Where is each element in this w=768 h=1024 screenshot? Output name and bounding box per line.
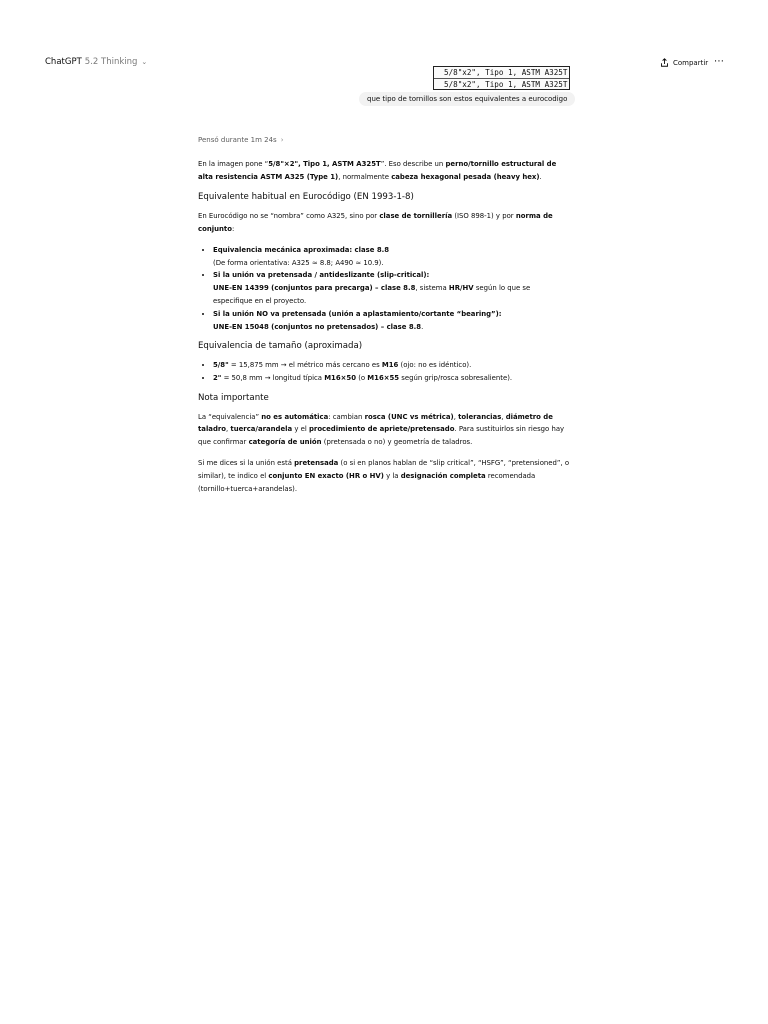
- image-text-line: 5/8"x2", Tipo 1, ASTM A325T: [434, 67, 569, 79]
- top-bar: [0, 0, 768, 30]
- image-text-line: 5/8"x2", Tipo 1, ASTM A325T: [444, 80, 568, 89]
- section-heading-size: Equivalencia de tamaño (aproximada): [198, 341, 363, 352]
- list-item: • Si la unión NO va pretensada (unión a aplastamiento/cortante “bearing”): UNE-EN 15048 (conjuntos no pretensados) – clase 8.8.: [213, 308, 570, 334]
- chevron-right-icon: ›: [280, 136, 284, 144]
- note-paragraph: La “equivalencia” no es automática: cambian rosca (UNC vs métrica), tolerancias, diámetro de taladro, tuerca/arandela y el procedimiento de apriete/pretensado. Para sustituirlos sin riesgo hay que confirmar categoría de unión (pretensada o no) y geometría de taladros.: [198, 412, 565, 447]
- more-options-button[interactable]: ⋯: [714, 56, 724, 67]
- eurocode-paragraph: En Eurocódigo no se “nombra” como A325, sino por clase de tornillería (ISO 898-1) y por norma de conjunto:: [198, 212, 553, 233]
- model-selector[interactable]: [45, 57, 147, 67]
- assistant-response: [198, 134, 570, 503]
- list-item: • Si la unión va pretensada / antideslizante (slip-critical): UNE-EN 14399 (conjuntos para precarga) – clase 8.8, sistema HR/HV según lo que se especifique en el proyecto.: [213, 269, 570, 307]
- share-label: Compartir: [673, 58, 709, 67]
- chevron-down-icon: ⌄: [141, 58, 148, 66]
- user-message-bubble: que tipo de tornillos son estos equivalentes a eurocodigo: [359, 92, 575, 106]
- model-name: ChatGPT: [45, 57, 82, 67]
- followup-paragraph: Si me dices si la unión está pretensada (o si en planos hablan de “slip critical”, “HSFG”, “pretensioned”, o similar), te indico el conjunto EN exacto (HR o HV) y la designación completa recomendada (tornillo+tuerca+arandelas).: [198, 458, 570, 493]
- list-item: • 5/8" = 15,875 mm → el métrico más cercano es M16 (ojo: no es idéntico).: [213, 359, 570, 372]
- section-heading-eurocode: Equivalente habitual en Eurocódigo (EN 1993-1-8): [198, 192, 414, 203]
- share-icon: [660, 58, 669, 67]
- attached-image[interactable]: [433, 66, 570, 90]
- model-variant: 5.2 Thinking: [84, 57, 138, 67]
- list-item: • 2" = 50,8 mm → longitud típica M16×50 (o M16×55 según grip/rosca sobresaliente).: [213, 372, 570, 385]
- thinking-summary-toggle[interactable]: [198, 134, 570, 147]
- equivalence-list: [198, 244, 570, 334]
- thinking-duration: Pensó durante 1m 24s: [198, 136, 277, 144]
- section-heading-note: Nota importante: [198, 392, 269, 403]
- size-list: [198, 359, 570, 385]
- share-button[interactable]: [660, 58, 708, 67]
- list-item: • Equivalencia mecánica aproximada: clase 8.8 (De forma orientativa: A325 ≈ 8.8; A490 ≈ 10.9).: [213, 244, 570, 270]
- intro-paragraph: En la imagen pone “5/8"×2", Tipo 1, ASTM A325T”. Eso describe un perno/tornillo estructural de alta resistencia ASTM A325 (Type 1), normalmente cabeza hexagonal pesada (heavy hex).: [198, 159, 557, 181]
